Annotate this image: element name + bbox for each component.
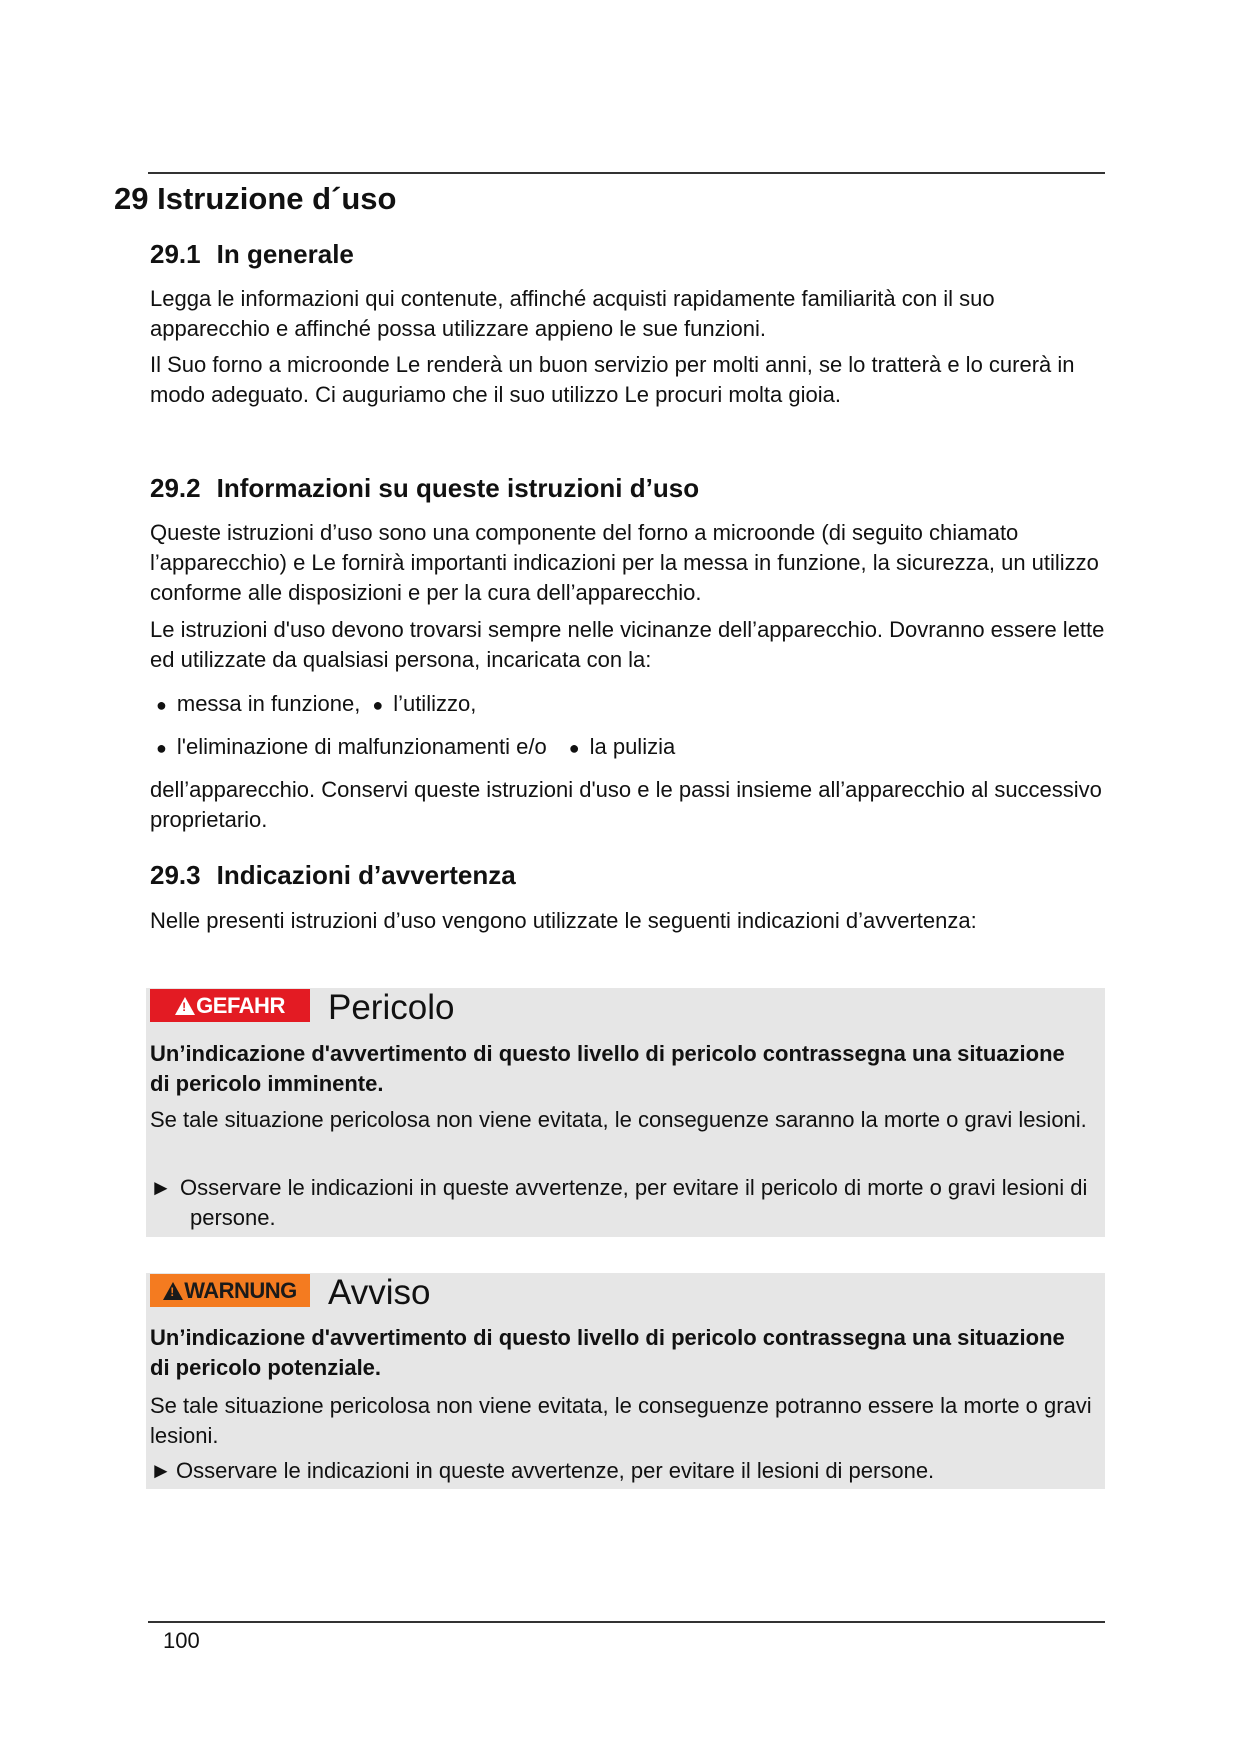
paragraph: Il Suo forno a microonde Le renderà un buon servizio per molti anni, se lo tratterà e lo curerà in modo adeguato. Ci auguriamo che il suo utilizzo Le procuri molta gioia. — [150, 352, 1075, 407]
header-rule — [148, 172, 1105, 174]
section-number: 29.2 — [150, 473, 201, 503]
warning-definition: Un’indicazione d'avvertimento di questo livello di pericolo contrassegna una situazione di pericolo potenziale. — [150, 1325, 1065, 1380]
bullet-icon: ● — [156, 695, 167, 715]
arrow-right-icon: ► — [150, 1175, 172, 1200]
warning-action-text: Osservare le indicazioni in queste avvertenze, per evitare il pericolo di morte o gravi lesioni di persone. — [180, 1175, 1088, 1230]
warning-triangle-icon — [163, 1282, 183, 1300]
paragraph: dell’apparecchio. Conservi queste istruzioni d'uso e le passi insieme all’apparecchio al successivo proprietario. — [150, 777, 1102, 832]
section-title: In generale — [216, 239, 354, 269]
list-item: l’utilizzo, — [393, 691, 477, 716]
section-number: 29.1 — [150, 239, 201, 269]
section-number: 29.3 — [150, 860, 201, 890]
bullet-row — [156, 732, 675, 763]
caution-warning-box — [146, 1273, 1105, 1489]
page-number: 100 — [163, 1628, 200, 1653]
danger-warning-box — [146, 988, 1105, 1237]
warning-definition: Un’indicazione d'avvertimento di questo livello di pericolo contrassegna una situazione di pericolo imminente. — [150, 1041, 1065, 1096]
warning-signal-label — [150, 1274, 310, 1307]
section-heading-29-2 — [150, 471, 699, 505]
warning-action-text: Osservare le indicazioni in queste avvertenze, per evitare il lesioni di persone. — [176, 1458, 935, 1483]
signal-word: WARNUNG — [184, 1278, 297, 1303]
section-title: Indicazioni d’avvertenza — [216, 860, 516, 890]
footer-rule — [148, 1621, 1105, 1623]
warning-triangle-icon — [175, 997, 195, 1015]
section-heading-29-3 — [150, 858, 516, 892]
warning-action — [150, 1173, 1095, 1233]
paragraph: Le istruzioni d'uso devono trovarsi sempre nelle vicinanze dell’apparecchio. Dovranno essere lette ed utilizzate da qualsiasi persona, incaricata con la: — [150, 617, 1105, 672]
paragraph: Nelle presenti istruzioni d’uso vengono utilizzate le seguenti indicazioni d’avvertenza: — [150, 908, 977, 933]
list-item: messa in funzione, — [176, 691, 361, 716]
list-item: la pulizia — [589, 734, 676, 759]
bullet-row — [156, 689, 476, 720]
danger-signal-label — [150, 989, 310, 1022]
paragraph: Queste istruzioni d’uso sono una componente del forno a microonde (di seguito chiamato l’apparecchio) e Le fornirà importanti indicazioni per la messa in funzione, la sicurezza, un utilizzo conforme alle disposizioni e per la cura dell’apparecchio. — [150, 520, 1099, 605]
signal-word: GEFAHR — [196, 993, 285, 1018]
warning-consequence: Se tale situazione pericolosa non viene evitata, le conseguenze potranno essere la morte o gravi lesioni. — [150, 1393, 1092, 1448]
list-item: l'eliminazione di malfunzionamenti e/o — [176, 734, 547, 759]
paragraph: Legga le informazioni qui contenute, affinché acquisti rapidamente familiarità con il suo apparecchio e affinché possa utilizzare appieno le sue funzioni. — [150, 286, 995, 341]
warning-title: Avviso — [328, 1273, 431, 1312]
warning-consequence: Se tale situazione pericolosa non viene evitata, le conseguenze saranno la morte o gravi lesioni. — [150, 1107, 1087, 1132]
arrow-right-icon: ► — [150, 1458, 172, 1483]
bullet-icon: ● — [156, 738, 167, 758]
warning-action — [150, 1456, 1095, 1486]
bullet-icon: ● — [568, 738, 580, 758]
chapter-title: 29 Istruzione d´uso — [114, 181, 397, 216]
section-heading-29-1 — [150, 237, 354, 271]
warning-title: Pericolo — [328, 988, 455, 1027]
section-title: Informazioni su queste istruzioni d’uso — [216, 473, 700, 503]
bullet-icon: ● — [372, 695, 384, 715]
